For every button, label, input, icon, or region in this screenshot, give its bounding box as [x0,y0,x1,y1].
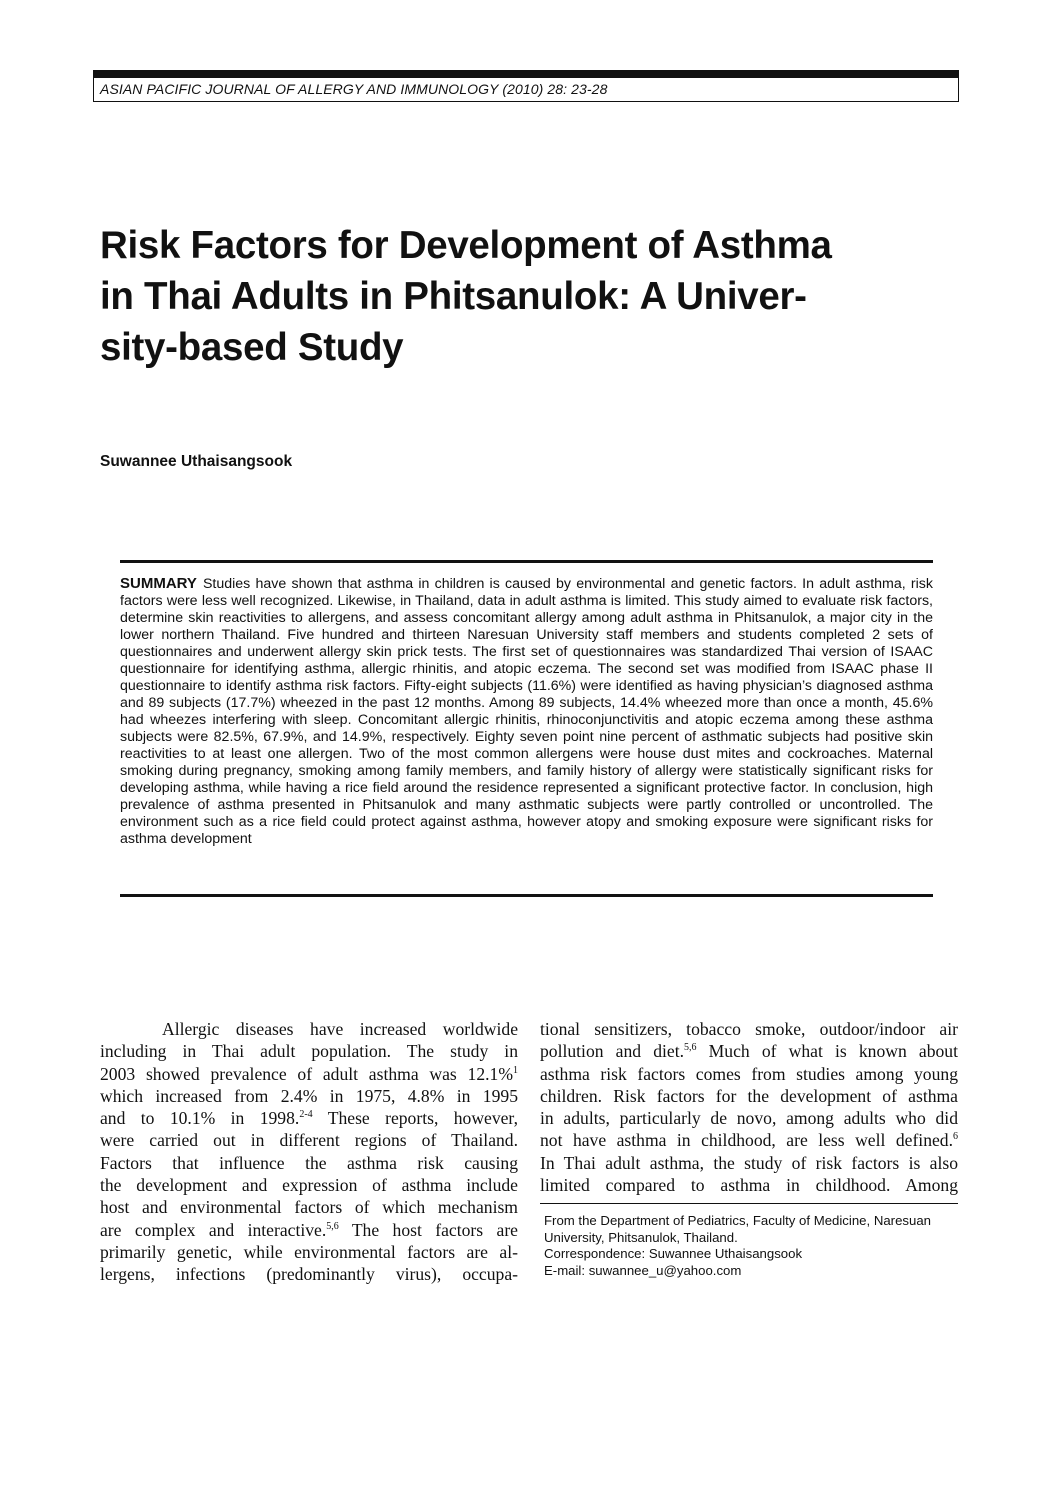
body-text-segment: were carried out in different regions of Thailand. [100,1130,518,1151]
body-text-line [540,1085,958,1107]
body-text-segment: in adults, particularly de novo, among adults who did [540,1108,958,1129]
citation-superscript: 1 [513,1064,518,1076]
body-text-line [540,1174,958,1196]
body-text-line [100,1263,518,1285]
title-line: sity-based Study [100,326,404,369]
body-text-line [100,1018,518,1040]
title-line: Risk Factors for Development of Asthma [100,224,832,267]
body-text-line [540,1063,958,1085]
body-text-segment: children. Risk factors for the development of asthma [540,1085,958,1106]
body-text-segment: tional sensitizers, tobacco smoke, outdoor/indoor air [540,1019,958,1039]
body-text-line [100,1219,518,1241]
abstract-box [120,560,933,897]
body-text-line [100,1063,518,1085]
body-text-segment: 2003 showed prevalence of adult asthma was 12.1% [100,1063,513,1084]
affiliation-line: University, Phitsanulok, Thailand. [544,1229,738,1245]
body-text-segment: including in Thai adult population. The study in [100,1041,518,1062]
body-text-segment: limited compared to asthma in childhood. Among [540,1175,958,1196]
body-text-segment: not have asthma in childhood, are less well defined. [540,1130,953,1151]
affiliation-footnote [544,1213,958,1279]
body-text-line [540,1152,958,1174]
citation-superscript: 5,6 [684,1042,697,1054]
citation-superscript: 6 [953,1131,958,1143]
body-column-right [540,1018,958,1196]
body-text-segment: the development and expression of asthma include [100,1175,518,1196]
body-text-segment: host and environmental factors of which mechanism [100,1197,518,1218]
body-text-segment: lergens, infections (predominantly virus), occupa- [100,1264,518,1285]
body-text-segment: Allergic diseases have increased worldwide [162,1019,518,1039]
affiliation-line: From the Department of Pediatrics, Faculty of Medicine, Naresuan [544,1213,931,1228]
body-text-line [100,1040,518,1062]
body-column-left [100,1018,518,1286]
citation-superscript: 5,6 [326,1220,339,1232]
body-text-line [100,1152,518,1174]
abstract-label: SUMMARY [120,575,197,592]
body-text-segment: asthma risk factors comes from studies among young [540,1063,958,1084]
journal-header-box [93,70,959,102]
correspondence-line: Correspondence: Suwannee Uthaisangsook [544,1246,803,1261]
email-line: E-mail: suwannee_u@yahoo.com [544,1262,742,1278]
body-text-line [540,1129,958,1151]
body-text-segment: These reports, however, [312,1108,518,1129]
body-text-line [100,1085,518,1107]
body-text-segment: Factors that influence the asthma risk causing [100,1152,518,1173]
body-text-segment: pollution and diet. [540,1041,685,1062]
body-text-segment: In Thai adult asthma, the study of risk factors is also [540,1152,958,1173]
author-name: Suwannee Uthaisangsook [100,453,293,470]
article-title [100,220,960,373]
body-text-segment: Much of what is known about [696,1041,958,1062]
body-text-segment: are complex and interactive. [100,1219,327,1240]
body-text-line [100,1107,518,1129]
abstract-text: Studies have shown that asthma in children is caused by environmental and genetic factors. In adult asthma, risk factors were less well recognized. Likewise, in Thailand, data in adult asthma is limited. This study aimed to evaluate risk factors, determine skin reactivities to allergens, and assess concomitant allergy among adult asthma in Phitsanulok, a major city in the lower northern Thailand. Five hundred and thirteen Naresuan University staff members and students completed 2 sets of questionnaires and underwent allergy skin prick tests. The first set of questionnaires was standardized Thai version of ISAAC questionnaire for identifying asthma, allergic rhinitis, and atopic eczema. The second set was modified from ISAAC phase II questionnaire to identify asthma risk factors. Fifty-eight subjects (11.6%) were identified as having physician’s diagnosed asthma and 89 subjects (17.7%) wheezed in the past 12 months. Among 89 subjects, 14.4% wheezed more than once a month, 45.6% had wheezes interfering with sleep. Concomitant allergic rhinitis, rhinoconjunctivitis and atopic eczema among these asthma subjects were 82.5%, 67.9%, and 14.9%, respectively. Eighty seven point nine percent of asthmatic subjects had positive skin reactivities to at least one allergen. Two of the most common allergens were house dust mites and cockroaches. Maternal smoking during pregnancy, smoking among family members, and family history of allergy were statistically significant risks for developing asthma, while having a rice field around the residence represented a significant protective factor. In conclusion, high prevalence of asthma presented in Phitsanulok and many asthmatic subjects were partly controlled or uncontrolled. The environment such as a rice field could protect against asthma, however atopy and smoking exposure were significant risks for asthma development [120,576,933,847]
body-text-line [100,1241,518,1263]
body-text-segment: The host factors are [338,1219,518,1240]
body-text-line [100,1196,518,1218]
body-text-line [540,1040,958,1062]
body-text-segment: which increased from 2.4% in 1975, 4.8% in 1995 [100,1085,518,1106]
journal-header-text: ASIAN PACIFIC JOURNAL OF ALLERGY AND IMMUNOLOGY (2010) 28: 23-28 [100,81,608,97]
abstract-paragraph [120,575,933,848]
citation-superscript: 2-4 [299,1109,313,1121]
body-text-line [100,1174,518,1196]
footnote-divider [540,1203,958,1204]
body-text-line [540,1107,958,1129]
body-text-line [540,1018,958,1040]
body-text-line [100,1129,518,1151]
body-text-segment: and to 10.1% in 1998. [100,1108,300,1129]
title-line: in Thai Adults in Phitsanulok: A Univer- [100,275,807,318]
body-text-segment: primarily genetic, while environmental factors are al- [100,1241,518,1262]
